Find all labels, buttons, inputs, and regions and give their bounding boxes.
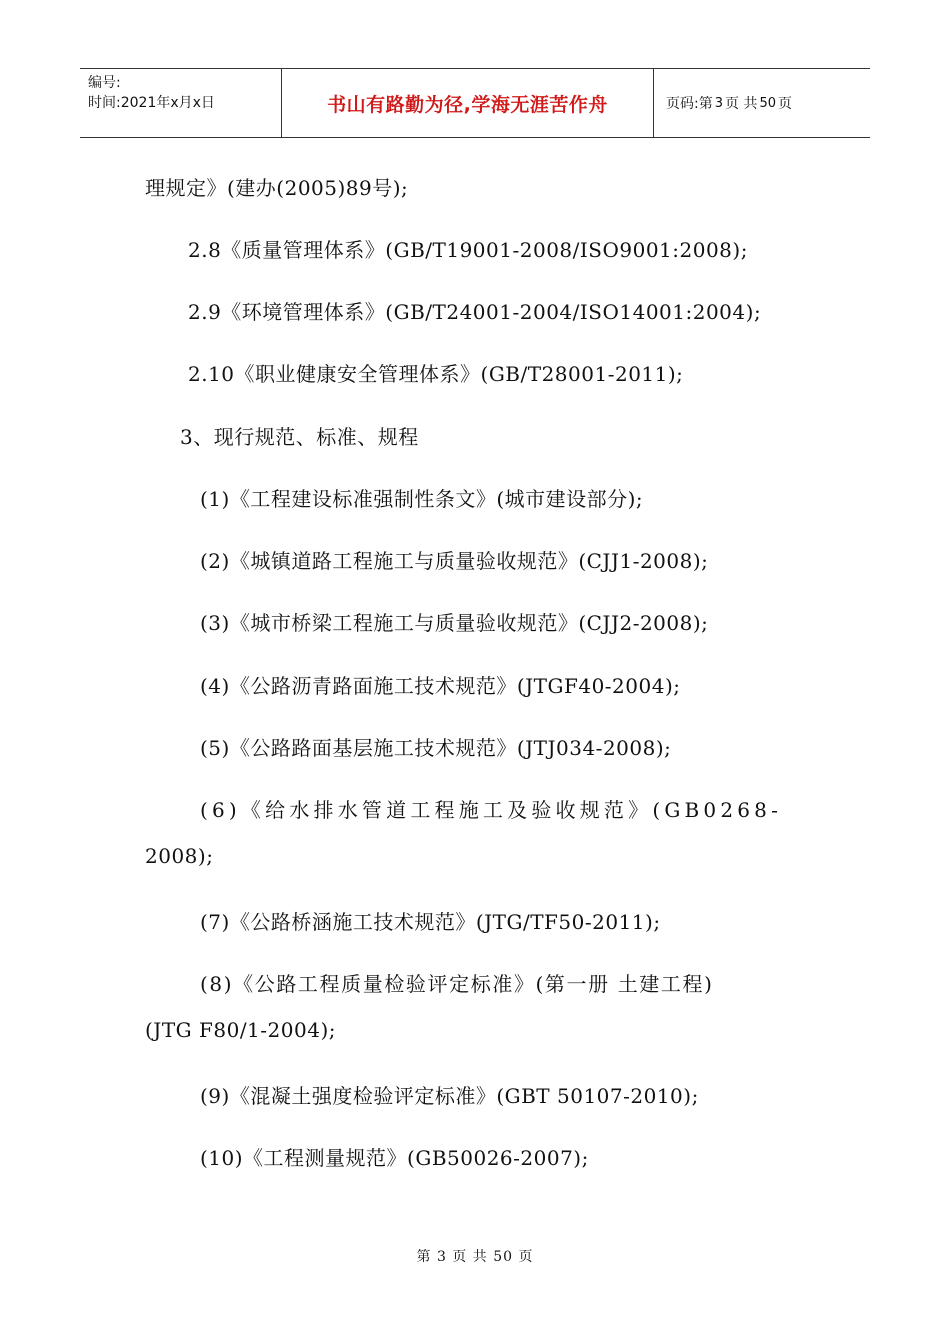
- body-line: 2.10《职业健康安全管理体系》(GB/T28001-2011);: [188, 362, 684, 386]
- page-suffix: 页: [778, 96, 792, 112]
- body-line: 2.9《环境管理体系》(GB/T24001-2004/ISO14001:2004);: [188, 300, 762, 324]
- list-item: (8)《公路工程质量检验评定标准》(第一册 土建工程): [200, 972, 714, 996]
- list-item: (5)《公路路面基层施工技术规范》(JTJ034-2008);: [200, 736, 672, 760]
- page-prefix: 页码:第: [666, 96, 713, 112]
- list-item: (1)《工程建设标准强制性条文》(城市建设部分);: [200, 487, 644, 511]
- header-meta-cell: [80, 69, 282, 137]
- list-item: (6)《给水排水管道工程施工及验收规范》(GB0268-: [200, 798, 783, 822]
- list-item: (3)《城市桥梁工程施工与质量验收规范》(CJJ2-2008);: [200, 611, 709, 635]
- header-motto-cell: [282, 69, 654, 137]
- footer-page-text: 第 3 页 共 50 页: [416, 1249, 534, 1265]
- list-item-continued: (JTG F80/1-2004);: [145, 1018, 336, 1042]
- page-header: [80, 68, 870, 138]
- list-item: (9)《混凝土强度检验评定标准》(GBT 50107-2010);: [200, 1084, 699, 1108]
- page-number: 3: [714, 95, 723, 111]
- motto-text: 书山有路勤为径,学海无涯苦作舟: [327, 93, 608, 116]
- header-page-cell: [654, 69, 870, 137]
- page-total: 50: [759, 95, 776, 111]
- page-mid: 页 共: [725, 96, 758, 112]
- list-item: (10)《工程测量规范》(GB50026-2007);: [200, 1146, 589, 1170]
- time-label: 时间:2021年x月x日: [88, 95, 215, 111]
- list-item: (4)《公路沥青路面施工技术规范》(JTGF40-2004);: [200, 674, 681, 698]
- list-item-continued: 2008);: [145, 844, 214, 868]
- body-line: 理规定》(建办(2005)89号);: [145, 176, 409, 200]
- page-footer: [0, 1246, 950, 1266]
- section-heading: 3、现行规范、标准、规程: [180, 425, 419, 449]
- body-line: 2.8《质量管理体系》(GB/T19001-2008/ISO9001:2008);: [188, 238, 748, 262]
- list-item: (7)《公路桥涵施工技术规范》(JTG/TF50-2011);: [200, 910, 661, 934]
- list-item: (2)《城镇道路工程施工与质量验收规范》(CJJ1-2008);: [200, 549, 709, 573]
- code-label: 编号:: [88, 75, 121, 91]
